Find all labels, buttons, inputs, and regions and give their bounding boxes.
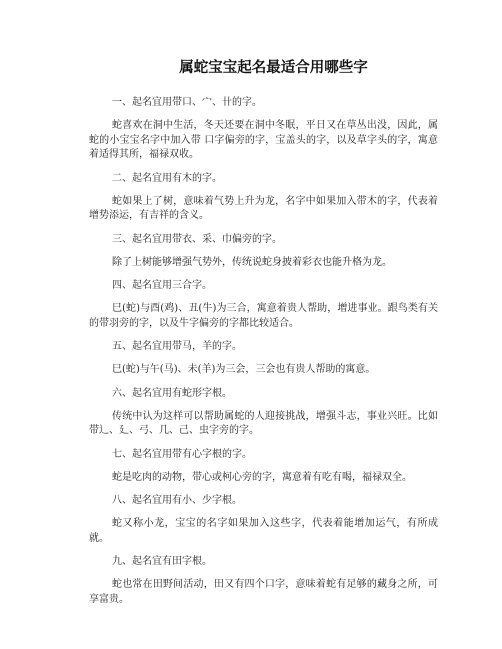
section-heading-3: 三、起名宜用带衣、采、巾偏旁的字。	[112, 233, 282, 245]
section-heading-4: 四、起名宜用三合字。	[112, 280, 212, 291]
section-body-9: 蛇也常在田野间活动，田又有四个口字，意味着蛇有足够的藏身之所，可享富贵。	[89, 579, 438, 605]
section-heading-8: 八、起名宜用有小、少字根。	[112, 495, 242, 506]
section-body-1: 蛇喜欢在洞中生活，冬天还要在洞中冬眠，平日又在草丛出没，因此，属蛇的小宝宝名字中加入带 口字偏旁的字，宝盖头的字，以及草字头的字，寓意着适得其所，福禄双收。	[89, 120, 438, 160]
section-body-4: 巳(蛇)与酉(鸡)、丑(牛)为三合，寓意着贵人帮助，增进事业。跟鸟类有关的带羽旁的字，以及牛字偏旁的字都比较适合。	[89, 303, 438, 329]
section-heading-7: 七、起名宜用带有心字根的字。	[112, 448, 252, 460]
section-heading-9: 九、起名宜有田字根。	[112, 556, 212, 567]
section-body-2: 蛇如果上了树，意味着气势上升为龙，名字中如果加入带木的字，代表着增势添运，有吉祥的含义。	[89, 195, 438, 221]
section-body-7: 蛇是吃肉的动物，带心或柯心旁的字，寓意着有吃有喝，福禄双全。	[112, 471, 412, 483]
document-title: 属蛇宝宝起名最适合用哪些字	[179, 59, 368, 76]
section-heading-5: 五、起名宜用带马，羊的字。	[112, 341, 242, 352]
section-body-3: 除了上树能够增强气势外，传统说蛇身披着彩衣也能升格为龙。	[112, 256, 392, 268]
section-body-5: 巳(蛇)与午(马)、未(羊)为三会，三会也有贵人帮助的寓意。	[112, 364, 376, 375]
section-heading-2: 二、起名宜用有木的字。	[112, 172, 222, 184]
section-body-8: 蛇又称小龙，宝宝的名字如果加入这些字，代表着能增加运气，有所成就。	[89, 518, 438, 544]
section-body-6: 传统中认为这样可以帮助属蛇的人迎接挑战，增强斗志，事业兴旺。比如带辶、廴、弓、几、己、虫字旁的字。	[89, 410, 438, 436]
section-heading-1: 一、起名宜用带口、宀、卄的字。	[112, 97, 262, 108]
section-heading-6: 六、起名宜用有蛇形字根。	[112, 387, 232, 399]
